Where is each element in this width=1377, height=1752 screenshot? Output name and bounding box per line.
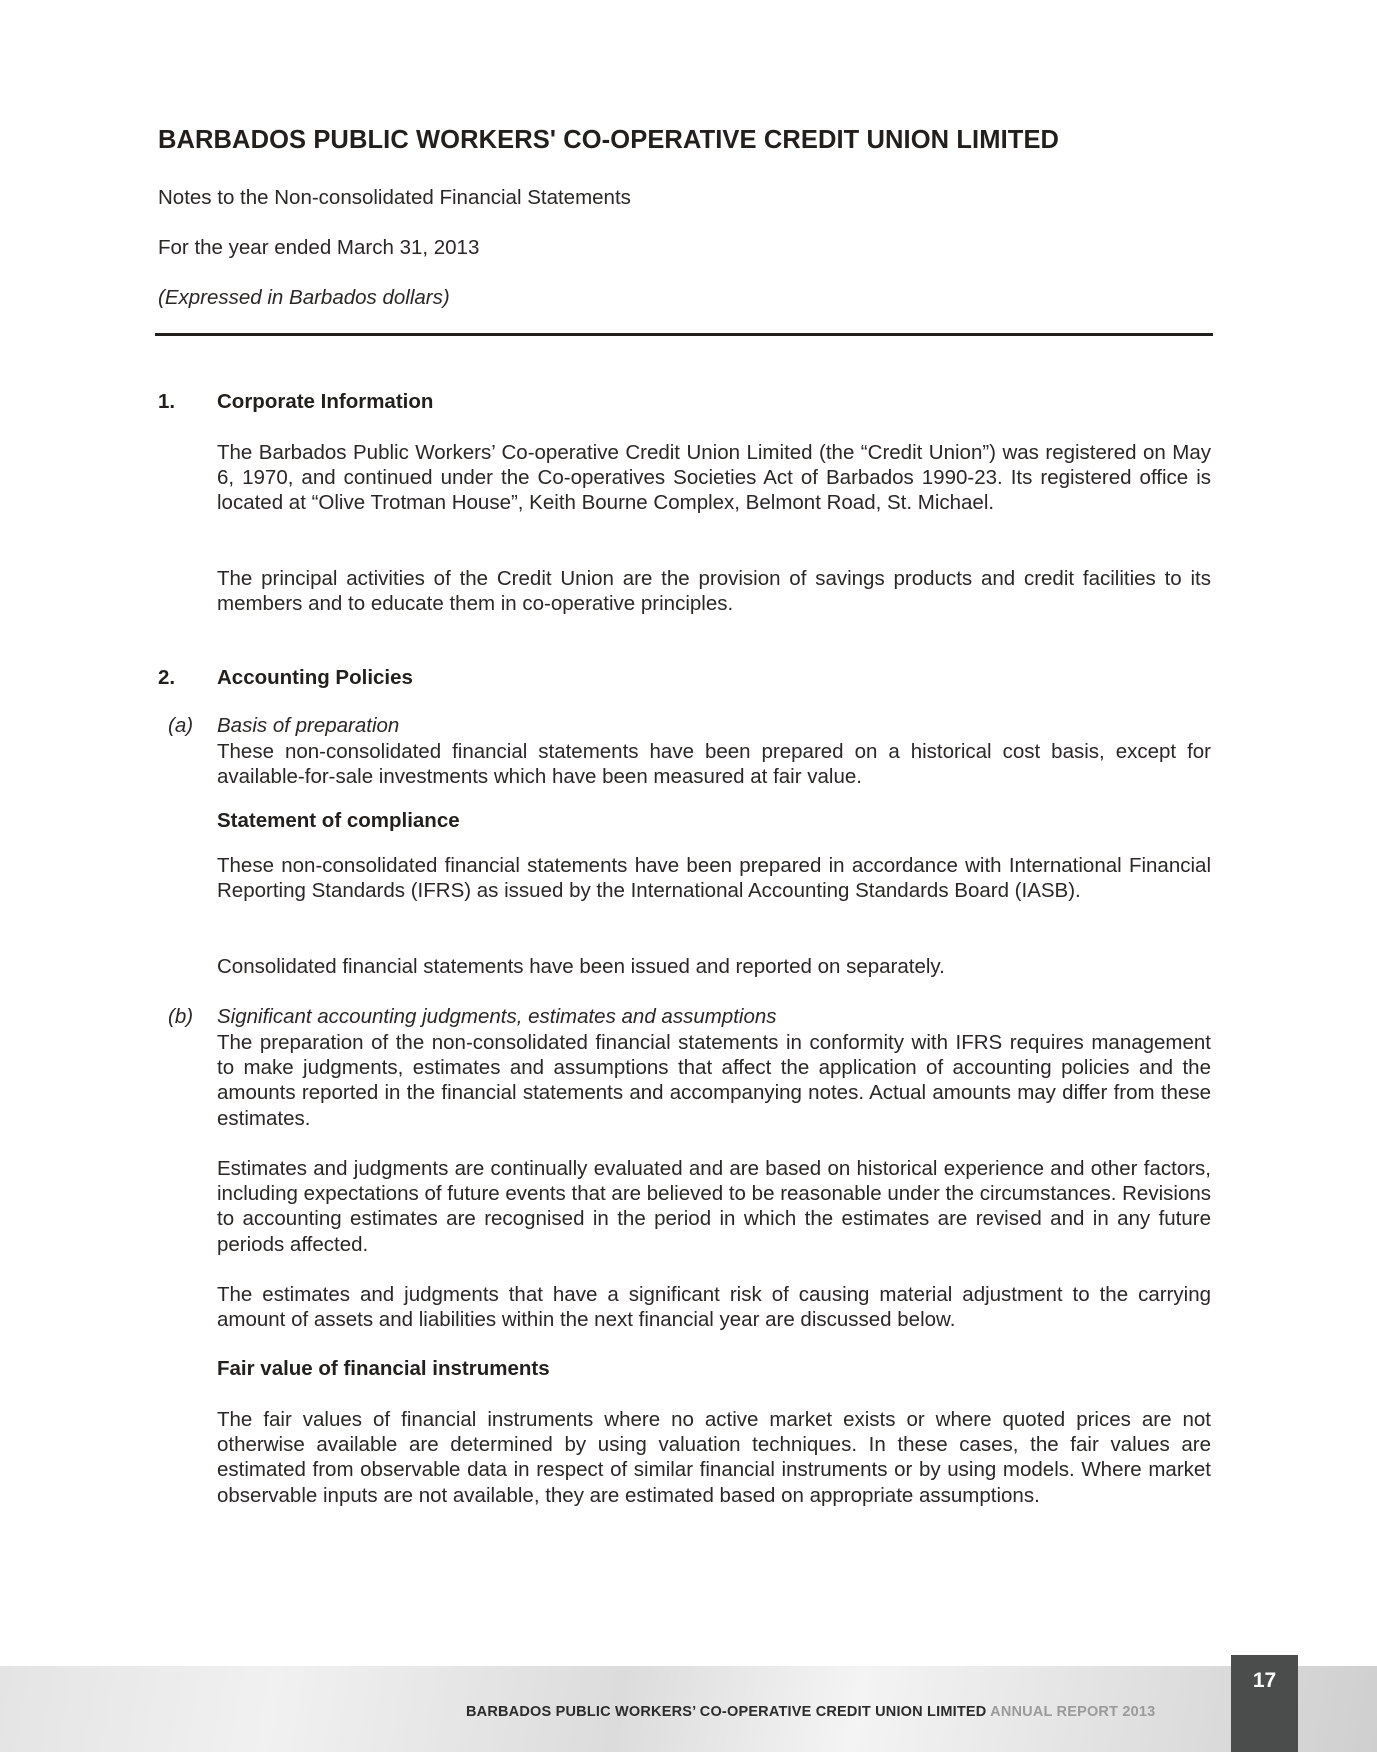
subsection-a-paragraph-3: Consolidated financial statements have been issued and reported on separately.: [217, 955, 945, 978]
reporting-period: For the year ended March 31, 2013: [158, 236, 480, 259]
section-2-heading: [158, 666, 413, 690]
subsection-a-label: (a): [168, 714, 194, 737]
footer-report-label: ANNUAL REPORT 2013: [990, 1704, 1156, 1720]
subsection-b-paragraph-3: The estimates and judgments that have a significant risk of causing material adjustment to the carrying amount of assets and liabilities within the next financial year are discussed below.: [217, 1283, 1211, 1332]
section-2-number: 2.: [158, 666, 176, 689]
currency-note: (Expressed in Barbados dollars): [158, 286, 450, 309]
document-subtitle: Notes to the Non-consolidated Financial Statements: [158, 186, 631, 209]
footer-text: [466, 1704, 1155, 1720]
section-1-paragraph-1: The Barbados Public Workers’ Co-operative Credit Union Limited (the “Credit Union”) was registered on May 6, 1970, and continued under the Co-operatives Societies Act of Barbados 1990-23. Its registered office is located at “Olive Trotman House”, Keith Bourne Complex, Belmont Road, St. Michael.: [217, 441, 1211, 515]
section-1-heading: [158, 390, 433, 414]
page-number-box: [1231, 1655, 1298, 1752]
header-divider: [155, 333, 1213, 336]
section-2-title: Accounting Policies: [217, 666, 413, 689]
page-number: 17: [1252, 1669, 1277, 1692]
document-title: BARBADOS PUBLIC WORKERS' CO-OPERATIVE CREDIT UNION LIMITED: [158, 126, 1060, 154]
section-1-paragraph-2: The principal activities of the Credit Union are the provision of savings products and credit facilities to its members and to educate them in co-operative principles.: [217, 567, 1211, 616]
subsection-b-paragraph-4: The fair values of financial instruments where no active market exists or where quoted prices are not otherwise available are determined by using valuation techniques. In these cases, the fair values are estimated from observable data in respect of similar financial instruments or by using models. Where market observable inputs are not available, they are estimated based on appropriate assumptions.: [217, 1408, 1211, 1507]
statement-of-compliance-heading: Statement of compliance: [217, 809, 460, 832]
section-1-title: Corporate Information: [217, 390, 434, 413]
section-1-number: 1.: [158, 390, 176, 413]
fair-value-heading: Fair value of financial instruments: [217, 1357, 550, 1380]
subsection-b-title: Significant accounting judgments, estimates and assumptions: [217, 1005, 777, 1028]
subsection-a-paragraph-1: These non-consolidated financial statements have been prepared on a historical cost basis, except for available-for-sale investments which have been measured at fair value.: [217, 740, 1211, 789]
subsection-b-paragraph-2: Estimates and judgments are continually evaluated and are based on historical experience and other factors, including expectations of future events that are believed to be reasonable under the circumstances. Revisions to accounting estimates are recognised in the period in which the estimates are revised and in any future periods affected.: [217, 1157, 1211, 1256]
subsection-b-label: (b): [168, 1005, 194, 1028]
subsection-a-paragraph-2: These non-consolidated financial statements have been prepared in accordance with International Financial Reporting Standards (IFRS) as issued by the International Accounting Standards Board (IASB).: [217, 854, 1211, 903]
footer-org-name: BARBADOS PUBLIC WORKERS’ CO-OPERATIVE CREDIT UNION LIMITED: [466, 1704, 987, 1720]
subsection-a-title: Basis of preparation: [217, 714, 400, 737]
subsection-b-paragraph-1: The preparation of the non-consolidated financial statements in conformity with IFRS requires management to make judgments, estimates and assumptions that affect the application of accounting policies and the amounts reported in the financial statements and accompanying notes. Actual amounts may differ from these estimates.: [217, 1031, 1211, 1130]
